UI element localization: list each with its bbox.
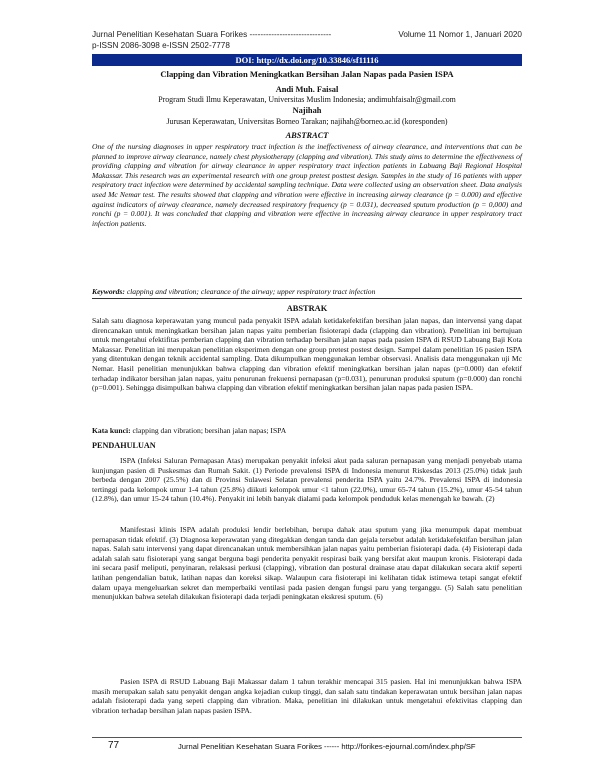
author-affiliation: Program Studi Ilmu Keperawatan, Universitas Muslim Indonesia; andimuhfaisalr@gmail.com [158,95,456,104]
abstract-heading: ABSTRACT [285,131,329,140]
abstrak-heading: ABSTRAK [286,304,328,313]
keywords-list: clapping and vibration; clearance of the airway; upper respiratory tract infection [126,287,376,296]
keywords-label: Keywords: [92,287,125,296]
article-title: Clapping dan Vibration Meningkatkan Bersihan Jalan Napas pada Pasien ISPA [160,69,454,79]
body-paragraph: Manifestasi klinis ISPA adalah produksi lendir berlebihan, berupa dahak atau sputum yang jika menumpuk dapat membuat pernapasan tidak efektif. (3) Diagnosa keperawatan yang ditegakkan dengan tanda dan gejala tersebut adalah ketidakefektifan bersihan jalan napas. Salah satu intervensi yang dapat direncanakan untuk membersihkan jalan napas yaitu pemberian fisioterapi dada. (4) Fisioterapi dada adalah salah satu fisioterapi yang sangat berguna bagi penderita penyakit respirasi baik yang bersifat akut maupun kronis. Fisioterapi dada ini secara pasif meliputi, penyinaran, relaksasi perkusi (clapping), vibration dan postural drainase atau dapat dilakukan secara aktif seperti latihan pengendalian batuk, latihan napas dan koreksi sikap. Walaupun cara fisioterapi ini kelihatan tidak istimewa tetapi sangat efektif dalam upaya mengeluarkan sekret dan memperbaiki ventilasi pada pasien dengan fungsi paru yang terganggu. (5) Salah satu penelitian menunjukkan bahwa setelah dilakukan fisioterapi dada terjadi peningkatan ekskresi sputum. (6) [92,525,522,602]
keywords-list: clapping dan vibration; bersihan jalan napas; ISPA [132,426,287,435]
body-paragraph: Pasien ISPA di RSUD Labuang Baji Makassar dalam 1 tahun terakhir mencapai 315 pasien. Hal ini menunjukkan bahwa ISPA masih merupakan salah satu penyakit dengan angka kejadian cukup tinggi, dan salah satu tindakan keperawatan untuk bersihan jalan napas adalah fisioterapi dada yang sepeti clapping dan vibration. Maka, penelitian ini dilakukan untuk mengetahui efektivitas clapping dan vibration terhadap bersihan jalan napas pasien ISPA. [92,677,522,715]
abstract-english-text: One of the nursing diagnoses in upper respiratory tract infection is the ineffectiveness of airway clearance, and interventions that can be planned to improve airway clearance, namely chest physiotherapy (clapping and vibration). This study aims to determine the effectiveness of providing clapping and vibration for airway clearance in upper respiratory tract infection patients in Labuang Baji Regional Hospital Makassar. This research was an experimental research with one group pretest posttest design. Samples in the study of 16 patients with upper respiratory tract infection were determined by accidental sampling technique. Data were collected using an observation sheet. Data analysis used Mc Nemar test. The results showed that clapping and vibration were effective in increasing airway clearance (p = 0.000) and effective against indicators of airway clearance, namely decreased respiratory frequency (p = 0.031), decreased sputum production (p = 0,000) and ronchi (p = 0.001). It was concluded that clapping and vibration were effective in increasing airway clearance in upper respiratory tract infection patients. [92,142,522,228]
divider [92,298,522,299]
header-issn: p-ISSN 2086-3098 e-ISSN 2502-7778 [92,41,230,50]
keywords-english [92,287,522,297]
author-name: Andi Muh. Faisal [275,85,339,94]
footer-journal-link[interactable]: Jurnal Penelitian Kesehatan Suara Forikes ------ http://forikes-ejournal.com/index.php/SF [178,742,476,751]
header-volume: Volume 11 Nomor 1, Januari 2020 [398,30,522,39]
keywords-indonesian [92,426,522,436]
abstrak-indonesian-text: Salah satu diagnosa keperawatan yang muncul pada penyakit ISPA adalah ketidakefektifan bersihan jalan napas, dan intervensi yang dapat direncanakan untuk meningkatkan bersihan jalan napas yaitu pemberian fisioterapi dada (clapping dan vibration). Penelitian ini bertujuan untuk mengetahui efektifitas pemberian clapping dan vibration terhadap bersihan jalan napas pada pasien ISPA di RSUD Labuang Baji Kota Makassar. Penelitian ini merupakan penelitian eksperimen dengan one group pretest postest design. Sampel dalam penelitian 16 pasien ISPA yang ditentukan dengan teknik accidental sampling. Data dikumpulkan menggunakan lembar observasi. Analisis data menggunakan uji Mc Nemar. Hasil penelitian menunjukkan bahwa clapping dan vibration efektif meningkatkan bersihan jalan napas (p=0.000) dan efektif terhadap indikator bersihan jalan napas, yaitu penurunan frekuensi pernapasan (p=0.031), penurunan produksi sputum (p=0.000) dan ronchi (p=0.001). Sehingga disimpulkan bahwa clapping dan vibration efektif meningkatkan bersihan jalan napas pada pasien ISPA. [92,316,522,393]
author-name: Najihah [292,106,322,115]
doi-link[interactable]: DOI: http://dx.doi.org/10.33846/sf11116 [92,54,522,66]
page-number: 77 [108,740,120,751]
section-heading: PENDAHULUAN [92,441,156,450]
keywords-label: Kata kunci: [92,426,131,435]
running-header [92,30,522,39]
footer-divider [92,737,522,738]
body-paragraph: ISPA (Infeksi Saluran Pernapasan Atas) merupakan penyakit infeksi akut pada saluran pernapasan yang menjadi penyebab utama kunjungan pasien di Puskesmas dan Rumah Sakit. (1) Periode prevalensi ISPA di Indonesia menurut Riskesdas 2013 (25.0%) tidak jauh berbeda dengan 2007 (25.5%) dan di Provinsi Sulawesi Selatan prevalensi penderita ISPA yaitu 24.7%. Prevalensi ISPA di indonesia tertinggi pada kelompok umur 1-4 tahun (25.8%) diikuti kelompok umur <1 tahun (22.0%), umur 65-74 tahun (15.2%), umur 45-54 tahun (12.8%), dan umur 15-24 tahun (10.4%). Penyakit ini lebih banyak dialami pada kelompok penduduk kelas menengah ke bawah. (2) [92,456,522,504]
header-journal: Jurnal Penelitian Kesehatan Suara Forikes ------------------------------ [92,30,332,39]
author-affiliation: Jurusan Keperawatan, Universitas Borneo Tarakan; najihah@borneo.ac.id (koresponden) [166,117,448,126]
